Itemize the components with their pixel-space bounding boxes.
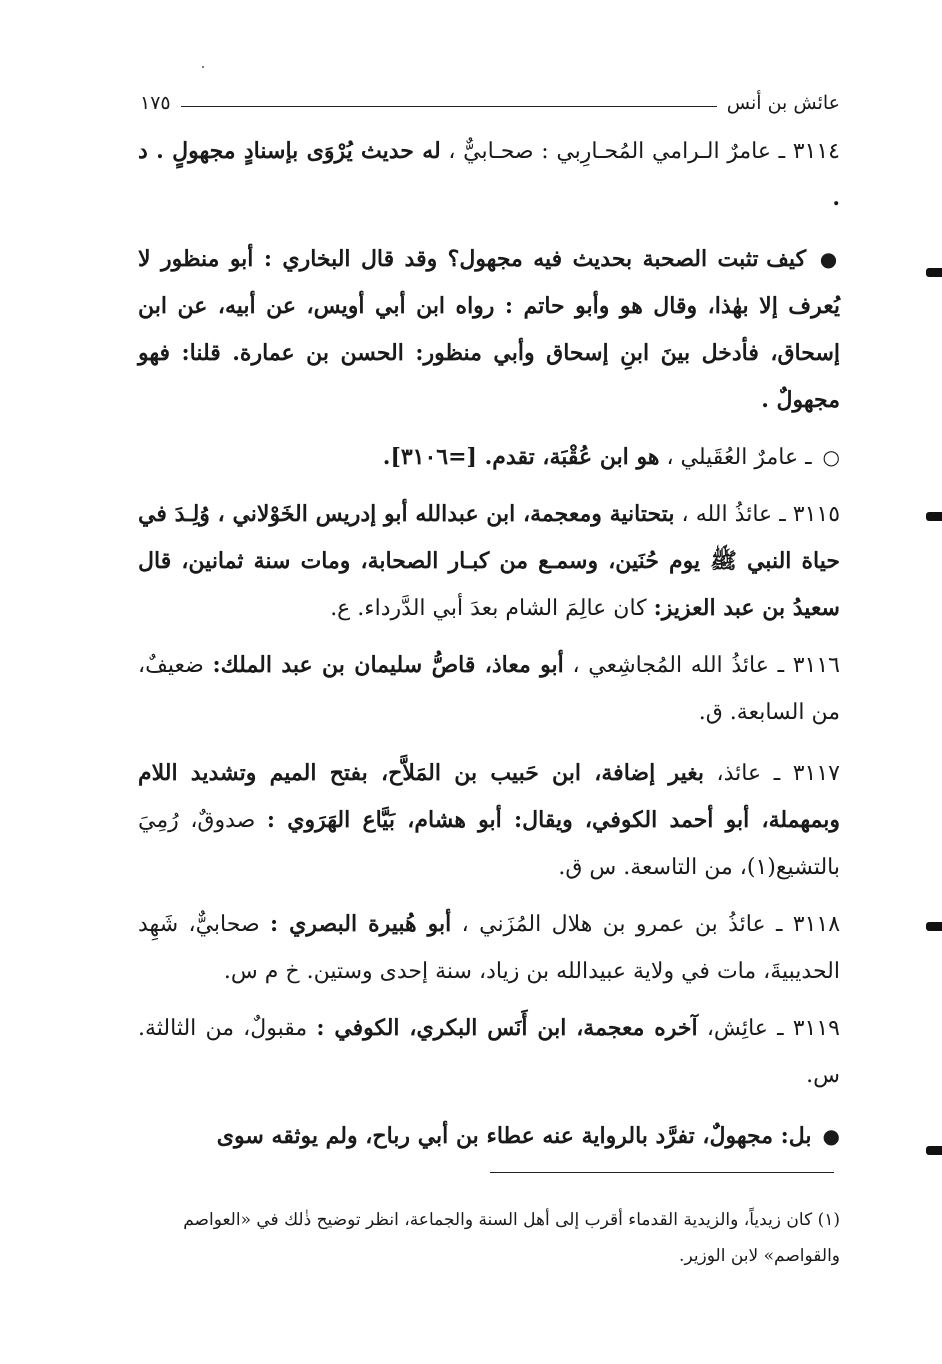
entry-cross-ref — [138, 434, 840, 481]
header-rule — [181, 106, 717, 107]
entry-lead: ٣١١٦ ـ عائذُ الله المُجاشِعي ، — [572, 653, 840, 678]
scan-edge-mark — [926, 1146, 942, 1155]
running-title: عائش بن أنس — [726, 92, 840, 114]
entry-bold: بتحتانية ومعجمة، ابن عبدالله أبو إدريس الخَوْلاني ، وُلِـدَ في حياة النبي ﷺ يوم حُنَين، وسمـع من كبـار الصحابة، ومات سنة ثمانين، قال سعيدُ بن عبد العزيز: — [138, 501, 840, 621]
entry-lead: ٣١١٤ ـ عامرٌ الـرامي المُحـارِبي : صحـابيٌّ ، — [448, 139, 840, 164]
comment-text: كيف تثبت الصحبة بحديث فيه مجهول؟ وقد قال البخاري : أبو منظور لا يُعرف إلا بهٰذا، وقال هو وأبو حاتم : رواه ابن أبي أويس، عن أبيه، عن ابن إسحاق، فأدخل بينَ ابنِ إسحاق وأبي منظور: الحسن بن عمارة. قلنا: فهو مجهولٌ . — [138, 246, 840, 413]
comment-3114 — [138, 236, 840, 424]
page-body — [138, 128, 840, 1160]
entry-bold: له حديث يُرْوَى بإسنادٍ مجهولٍ . د . — [138, 138, 840, 211]
entry-lead: ـ عامرٌ العُقَيلي ، — [666, 445, 812, 470]
entry-3118 — [138, 901, 840, 995]
bullet-icon: ● — [822, 1124, 840, 1148]
entry-3115 — [138, 491, 840, 632]
entry-3114 — [138, 128, 840, 222]
page-number: ١٧٥ — [140, 92, 171, 114]
comment-text: بل: مجهولٌ، تفرَّد بالرواية عنه عطاء بن أبي رباح، ولم يوثقه سوى — [216, 1123, 812, 1149]
scan-speck — [202, 66, 204, 68]
running-header — [140, 88, 840, 118]
comment-3119 — [138, 1113, 840, 1160]
entry-lead: ٣١١٧ ـ عائذ، — [716, 761, 840, 786]
entry-3117 — [138, 750, 840, 891]
entry-tail: كان عالِمَ الشام بعدَ أبي الدَّرداء. ع. — [330, 596, 647, 621]
scan-edge-mark — [926, 922, 942, 931]
entry-3119 — [138, 1005, 840, 1099]
entry-tail: صحابيٌّ، شَهِد الحديبيةَ، مات في ولاية عبيدالله بن زياد، سنة إحدى وستين. خ م س. — [138, 912, 840, 984]
entry-3116 — [138, 642, 840, 736]
scan-edge-mark — [926, 268, 942, 277]
entry-tail: مقبولٌ، من الثالثة. س. — [138, 1016, 840, 1088]
entry-bold: بغير إضافة، ابن حَبيب بن المَلاَّح، بفتح الميم وتشديد اللام وبمهملة، أبو أحمد الكوفي، ويقال: أبو هشام، بَيَّاع الهَرَوي : — [138, 760, 841, 833]
entry-bold: أبو هُبيرة البصري : — [270, 911, 452, 937]
entry-lead: ٣١١٨ ـ عائذُ بن عمرو بن هلال المُزَني ، — [461, 912, 841, 937]
entry-tail: صدوقٌ، رُمِيَ بالتشيع(١)، من التاسعة. س ق. — [138, 808, 840, 880]
circle-icon: ○ — [822, 445, 840, 469]
footnote: (١) كان زيدياً، والزيدية القدماء أقرب إلى أهل السنة والجماعة، انظر توضيح ذٰلك في «العواصم والقواصم» لابن الوزير. — [183, 1210, 840, 1266]
entry-bold: هو ابن عُقْبَة، تقدم. [=٣١٠٦]. — [382, 444, 660, 470]
entry-lead: ٣١١٥ ـ عائذُ الله ، — [681, 502, 841, 527]
entry-lead: ٣١١٩ ـ عائِش، — [706, 1016, 840, 1041]
entry-tail: ضعيفٌ، من السابعة. ق. — [138, 653, 840, 725]
entry-bold: آخره معجمة، ابن أَنَس البكري، الكوفي : — [316, 1015, 698, 1041]
bullet-icon: ● — [819, 247, 840, 271]
footnote-rule — [490, 1172, 834, 1173]
entry-bold: أبو معاذ، قاصُّ سليمان بن عبد الملك: — [212, 652, 564, 678]
scan-edge-mark — [926, 512, 942, 521]
